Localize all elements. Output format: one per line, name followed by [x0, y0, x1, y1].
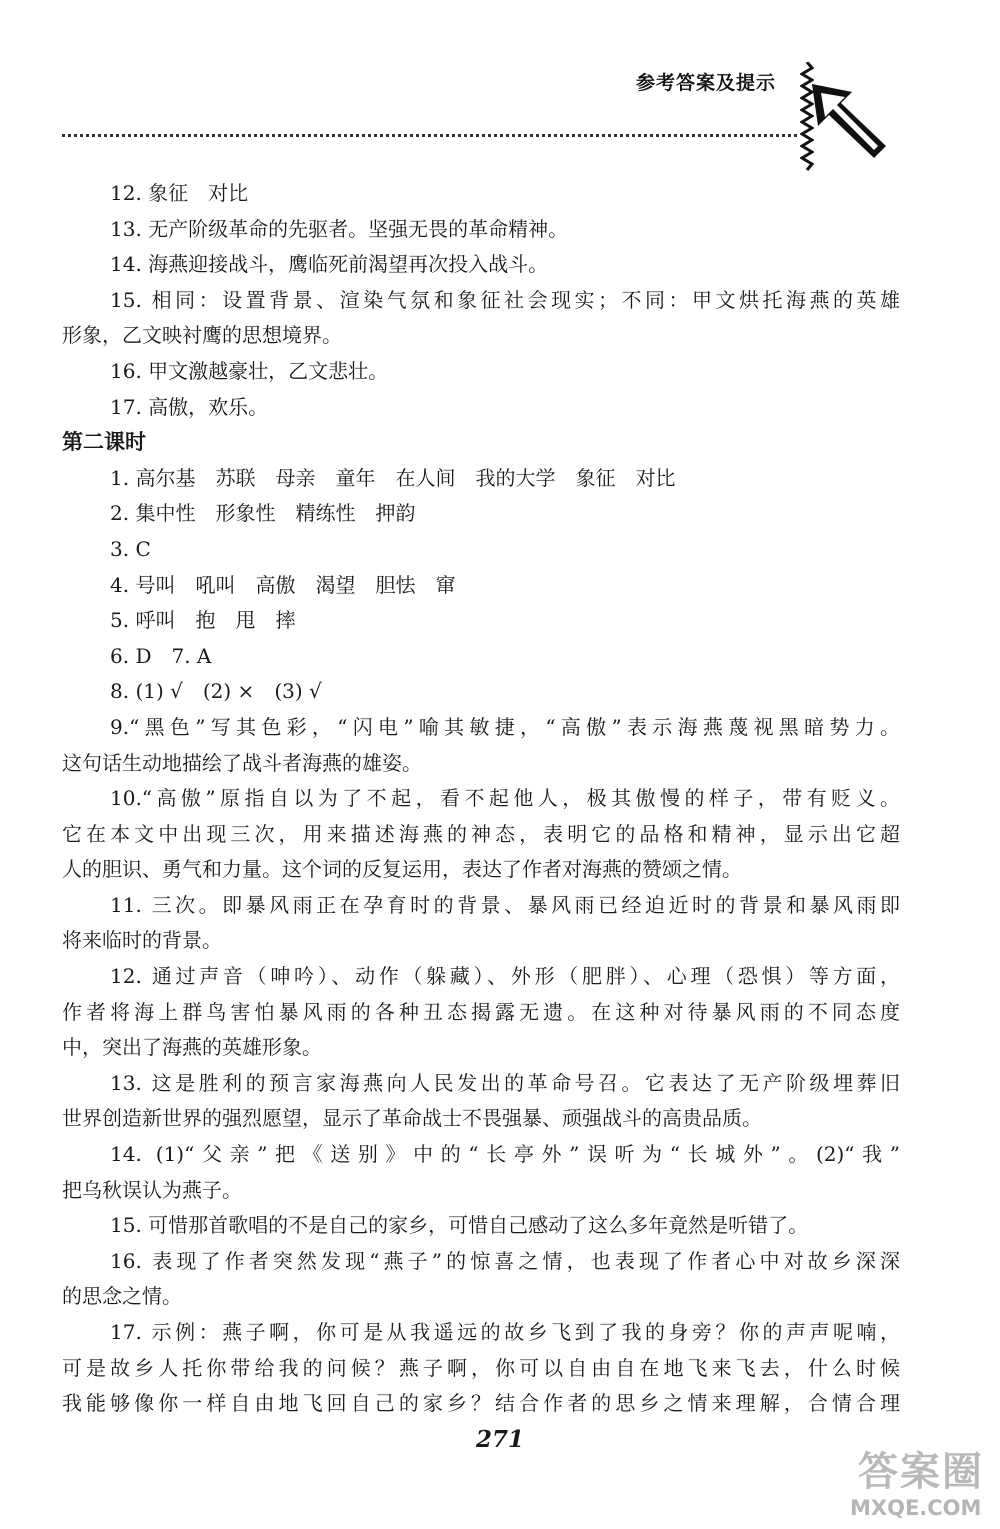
watermark-logo: 答案圈 [858, 1449, 984, 1495]
watermark [836, 1440, 986, 1520]
page-number: 271 [475, 1426, 524, 1453]
answer-line: 我能够像你一样自由地飞回自己的家乡？结合作者的思乡之情来理解，合情合理 [62, 1391, 900, 1416]
answer-line: 可是故乡人托你带给我的问候？燕子啊，你可以自由自在地飞来飞去，什么时候 [62, 1355, 900, 1380]
section-heading: 第二课时 [62, 430, 146, 455]
answer-line: 它在本文中出现三次，用来描述海燕的神态，表明它的品格和精神，显示出它超 [62, 821, 900, 846]
answer-line: 这句话生动地描绘了战斗者海燕的雄姿。 [62, 750, 422, 775]
answer-line: 12. 象征 对比 [110, 181, 249, 205]
answer-line: 将来临时的背景。 [62, 928, 222, 953]
answer-line: 13. 这是胜利的预言家海燕向人民发出的革命号召。它表达了无产阶级埋葬旧 [110, 1070, 900, 1095]
answer-line: 5. 呼叫 抱 甩 摔 [110, 608, 296, 633]
answer-content [62, 176, 900, 1422]
answer-line: 人的胆识、勇气和力量。这个词的反复运用，表达了作者对海燕的赞颂之情。 [62, 857, 742, 882]
answer-line: 的思念之情。 [62, 1284, 182, 1309]
answer-line: 17. 高傲，欢乐。 [110, 394, 269, 419]
header-dotted-rule [62, 134, 797, 137]
answer-line: 4. 号叫 吼叫 高傲 渴望 胆怯 窜 [110, 572, 456, 597]
section-header-title: 参考答案及提示 [636, 72, 777, 94]
answer-line: 17. 示例：燕子啊，你可是从我遥远的故乡飞到了我的身旁？你的声声呢喃， [110, 1320, 900, 1344]
answer-line: 2. 集中性 形象性 精练性 押韵 [110, 501, 416, 526]
answer-line: 8. (1) √ (2) × (3) √ [110, 679, 322, 704]
answer-line: 16. 表现了作者突然发现“燕子”的惊喜之情，也表现了作者心中对故乡深深 [110, 1248, 900, 1273]
answer-line: 15. 相同：设置背景、渲染气氛和象征社会现实；不同：甲文烘托海燕的英雄 [110, 287, 900, 312]
answer-line: 3. C [110, 536, 151, 561]
answer-line: 14. 海燕迎接战斗，鹰临死前渴望再次投入战斗。 [110, 252, 549, 277]
answer-line: 12. 通过声音（呻吟）、动作（躲藏）、外形（肥胖）、心理（恐惧）等方面， [110, 964, 900, 989]
answer-line: 10.“高傲”原指自以为了不起，看不起他人，极其傲慢的样子，带有贬义。 [110, 786, 900, 811]
answer-line: 13. 无产阶级革命的先驱者。坚强无畏的革命精神。 [110, 216, 569, 241]
answer-line: 中，突出了海燕的英雄形象。 [62, 1035, 322, 1060]
answer-line: 世界创造新世界的强烈愿望，显示了革命战士不畏强暴、顽强战斗的高贵品质。 [62, 1106, 762, 1131]
answer-line: 11. 三次。即暴风雨正在孕育时的背景、暴风雨已经迫近时的背景和暴风雨即 [110, 892, 900, 917]
answer-line: 6. D 7. A [110, 643, 212, 668]
answer-line: 作者将海上群鸟害怕暴风雨的各种丑态揭露无遗。在这种对待暴风雨的不同态度 [62, 999, 900, 1024]
answer-line: 14. (1)“父亲”把《送别》中的“长亭外”误听为“长城外”。(2)“我” [110, 1142, 900, 1167]
arrow-up-left-icon [808, 80, 890, 162]
answer-line: 形象，乙文映衬鹰的思想境界。 [62, 323, 342, 348]
answer-line: 1. 高尔基 苏联 母亲 童年 在人间 我的大学 象征 对比 [110, 465, 676, 490]
answer-line: 把乌秋误认为燕子。 [62, 1177, 242, 1202]
answer-line: 16. 甲文激越豪壮，乙文悲壮。 [110, 358, 389, 383]
watermark-url: MXQE.COM [850, 1496, 982, 1520]
answer-line: 9.“黑色”写其色彩，“闪电”喻其敏捷，“高傲”表示海燕蔑视黑暗势力。 [110, 714, 900, 739]
answer-line: 15. 可惜那首歌唱的不是自己的家乡，可惜自己感动了这么多年竟然是听错了。 [110, 1213, 809, 1238]
